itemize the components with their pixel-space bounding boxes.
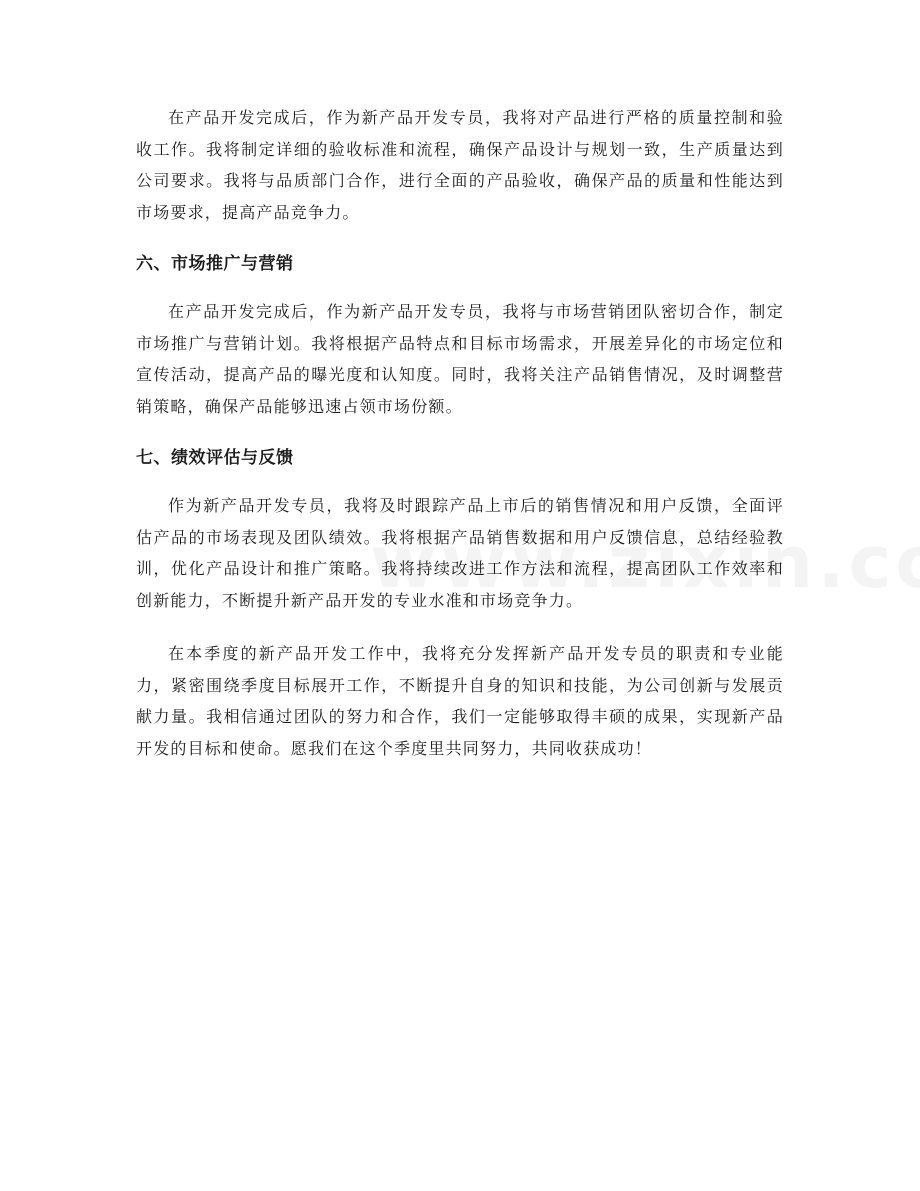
document-body [136,102,784,786]
section-heading-marketing: 六、市场推广与营销 [136,254,294,274]
paragraph-performance: 作为新产品开发专员，我将及时跟踪产品上市后的销售情况和用户反馈，全面评估产品的市场表现及团队绩效。我将根据产品销售数据和用户反馈信息，总结经验教训，优化产品设计和推广策略。我将持续改进工作方法和流程，提高团队工作效率和创新能力，不断提升新产品开发的专业水准和市场竞争力。 [136,496,784,610]
paragraph-marketing: 在产品开发完成后，作为新产品开发专员，我将与市场营销团队密切合作，制定市场推广与营销计划。我将根据产品特点和目标市场需求，开展差异化的市场定位和宣传活动，提高产品的曝光度和认知度。同时，我将关注产品销售情况，及时调整营销策略，确保产品能够迅速占领市场份额。 [136,302,784,416]
section-heading-performance: 七、绩效评估与反馈 [136,448,294,468]
paragraph-conclusion: 在本季度的新产品开发工作中，我将充分发挥新产品开发专员的职责和专业能力，紧密围绕季度目标展开工作，不断提升自身的知识和技能，为公司创新与发展贡献力量。我相信通过团队的努力和合作，我们一定能够取得丰硕的成果，实现新产品开发的目标和使命。愿我们在这个季度里共同努力，共同收获成功！ [136,644,784,758]
paragraph-quality-control: 在产品开发完成后，作为新产品开发专员，我将对产品进行严格的质量控制和验收工作。我将制定详细的验收标准和流程，确保产品设计与规划一致，生产质量达到公司要求。我将与品质部门合作，进行全面的产品验收，确保产品的质量和性能达到市场要求，提高产品竞争力。 [136,108,784,222]
